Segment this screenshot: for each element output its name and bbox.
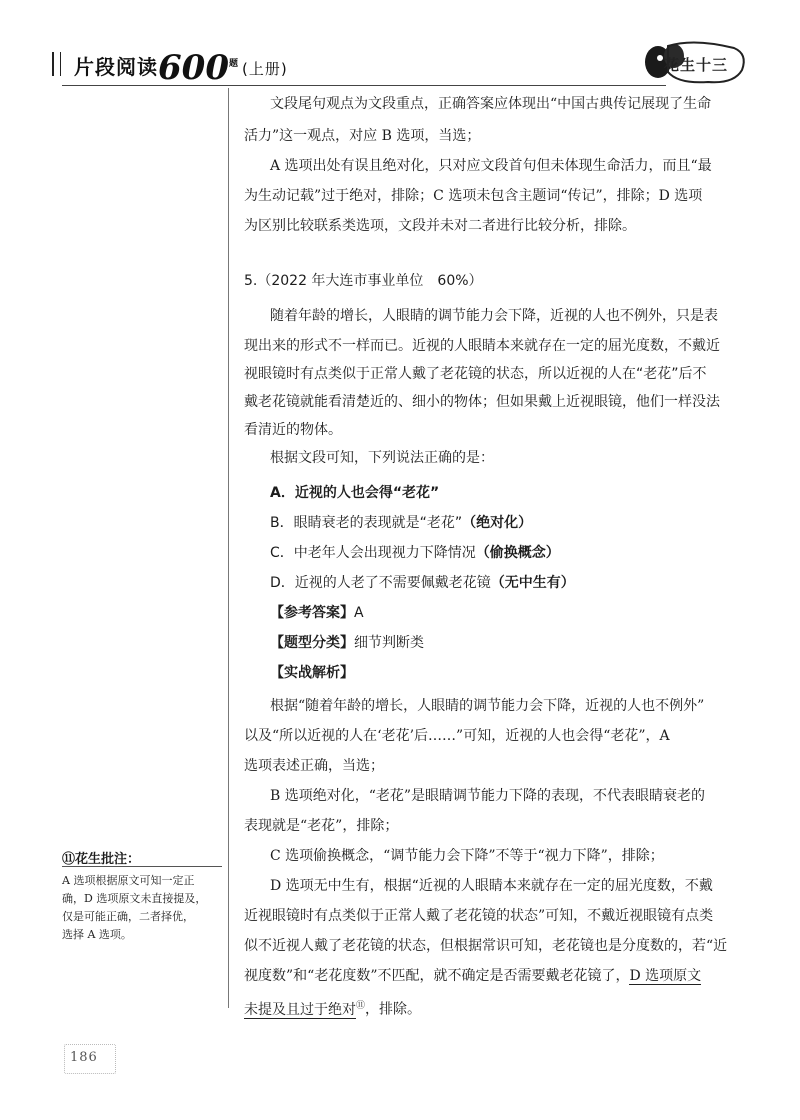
option-d-note: （无中生有） [490, 575, 575, 591]
book-title: 片段阅读$600^题$ (上册) [74, 48, 288, 88]
analysis-line-8: 近视眼镜时有点类似于正常人戴了老花镜的状态”可知，不戴近视眼镜有点类 [244, 908, 714, 924]
book-title-unit: 题 [228, 59, 239, 69]
question-title: 5.（2022 年大连市事业单位 60%） [244, 273, 483, 289]
analysis-line-1: 根据“随着年龄的增长，人眼睛的调节能力会下降，近视的人也不例外” [270, 698, 705, 714]
sidebar-note-line: 确，D 选项原文未直接提及， [62, 892, 207, 905]
logo-text: 花生十三 [664, 56, 729, 74]
header-mark [52, 52, 61, 76]
prev-analysis-line-3: A 选项出处有误且绝对化，只对应文段首句但未体现生命活力，而且“最 [270, 158, 712, 174]
reference-answer: 【参考答案】A [270, 605, 364, 621]
question-stem-line-2: 现出来的形式不一样而已。近视的人眼睛本来就存在一定的屈光度数，不戴近 [244, 338, 720, 354]
analysis-line-4: B 选项绝对化，“老花”是眼睛调节能力下降的表现，不代表眼睛衰老的 [270, 788, 706, 804]
option-d: D．近视的人老了不需要佩戴老花镜（无中生有） [270, 575, 575, 591]
question-stem-line-1: 随着年龄的增长，人眼睛的调节能力会下降，近视的人也不例外，只是表 [270, 308, 718, 324]
analysis-line-5: 表现就是“老花”，排除； [244, 818, 399, 834]
underlined-conclusion-2: 未提及且过于绝对 [244, 1001, 356, 1018]
analysis-line-10: 视度数”和“老花度数”不匹配，就不确定是否需要戴老花镜了，D 选项原文 [244, 968, 702, 984]
page-number: 186 [70, 1050, 98, 1065]
analysis-line-2: 以及“所以近视的人在‘老花’后……”可知，近视的人也会得“老花”，A [244, 728, 670, 744]
question-stem-line-5: 看清近的物体。 [244, 422, 342, 438]
prev-analysis-line-4: 为生动记载”过于绝对，排除；C 选项未包含主题词“传记”，排除；D 选项 [244, 188, 703, 204]
sidebar-note-body [62, 872, 222, 944]
sidebar-divider [228, 88, 229, 1008]
option-c-note: （偷换概念） [475, 545, 560, 561]
sidebar-note-rule [62, 866, 222, 867]
book-title-number: 600 [158, 48, 229, 88]
option-b-note: （绝对化） [462, 515, 533, 531]
sidebar-note-title: ⑪花生批注： [62, 852, 141, 867]
analysis-line-9: 似不近视人戴了老花镜的状态，但根据常识可知，老花镜也是分度数的，若“近 [244, 938, 728, 954]
analysis-heading: 【实战解析】 [270, 665, 354, 681]
annotation-marker: ⑪ [356, 1001, 366, 1011]
analysis-line-11: 未提及且过于绝对⑪，排除。 [244, 1001, 422, 1018]
header-rule [62, 85, 666, 86]
analysis-line-7: D 选项无中生有，根据“近视的人眼睛本来就存在一定的屈光度数，不戴 [270, 878, 713, 894]
sidebar-note-line: 选择 A 选项。 [62, 928, 132, 941]
question-stem-line-3: 视眼镜时有点类似于正常人戴了老花镜的状态，所以近视的人在“老花”后不 [244, 366, 707, 382]
analysis-line-6: C 选项偷换概念，“调节能力会下降”不等于“视力下降”，排除； [270, 848, 664, 864]
option-c: C．中老年人会出现视力下降情况（偷换概念） [270, 545, 560, 561]
analysis-line-3: 选项表述正确，当选； [244, 758, 384, 774]
book-volume: (上册) [242, 60, 288, 78]
prev-analysis-line-5: 为区别比较联系类选项，文段并未对二者进行比较分析，排除。 [244, 218, 636, 234]
question-prompt: 根据文段可知，下列说法正确的是： [270, 450, 494, 466]
prev-analysis-line-1: 文段尾句观点为文段重点，正确答案应体现出“中国古典传记展现了生命 [270, 96, 712, 112]
question-type: 【题型分类】细节判断类 [270, 635, 424, 651]
underlined-conclusion-1: D 选项原文 [629, 968, 702, 984]
question-stem-line-4: 戴老花镜就能看清楚近的、细小的物体；但如果戴上近视眼镜，他们一样没法 [244, 394, 720, 410]
sidebar-note-line: 仅是可能正确，二者择优， [62, 910, 194, 923]
option-b: B．眼睛衰老的表现就是“老花”（绝对化） [270, 515, 533, 531]
option-a: A．近视的人也会得“老花” [270, 485, 440, 501]
prev-analysis-line-2: 活力”这一观点，对应 B 选项，当选； [244, 128, 481, 144]
sidebar-note-line: A 选项根据原文可知一定正 [62, 874, 195, 887]
